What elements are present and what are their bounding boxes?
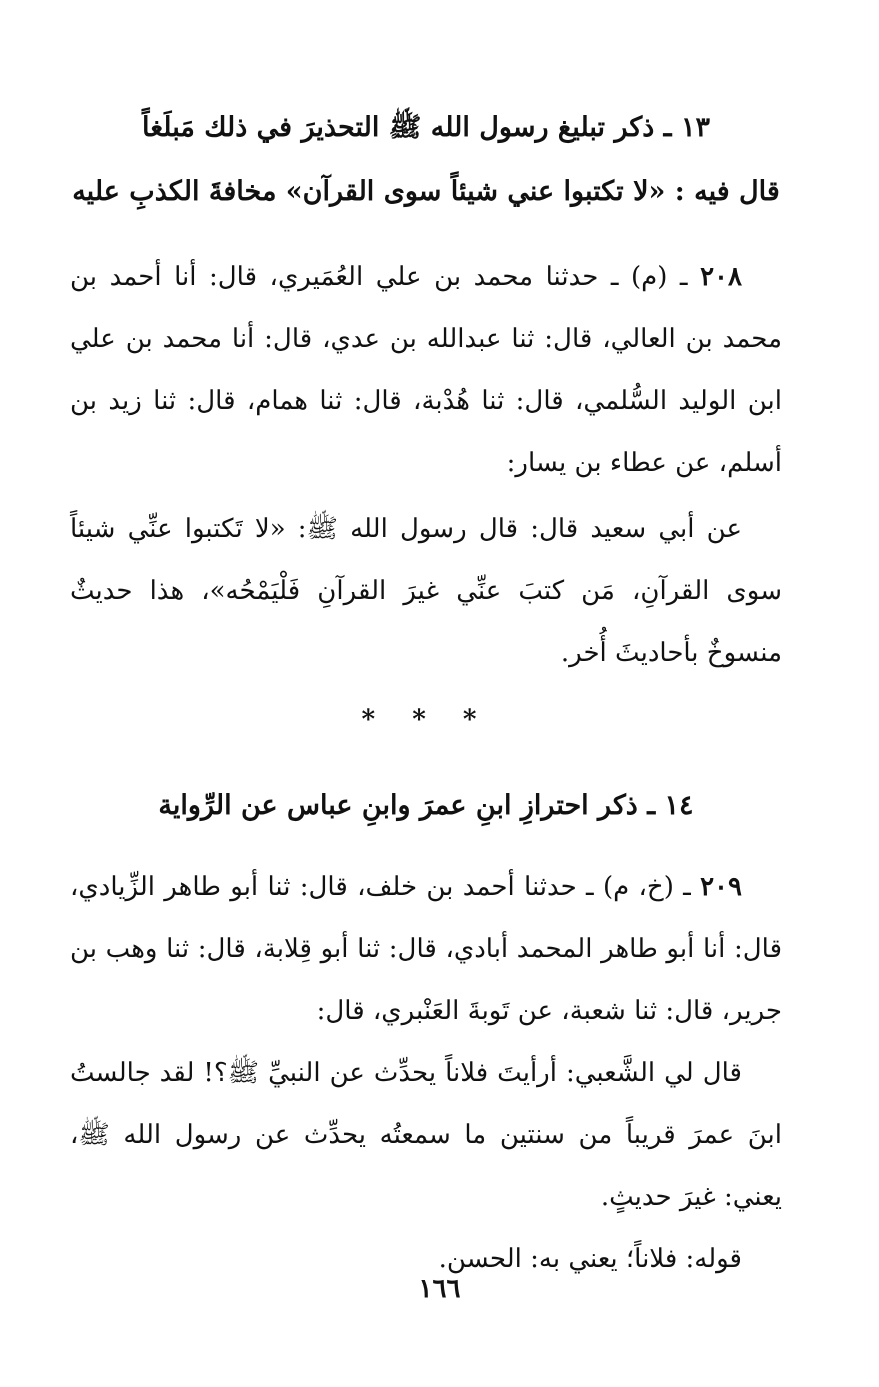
section-separator: * * * <box>361 705 491 735</box>
hadith-208-text: عن أبي سعيد قال: قال رسول الله ﷺ: «لا تَكتبوا عنِّي شيئاً سوى القرآنِ، مَن كتبَ عنِّي غيرَ القرآنِ فَلْيَمْحُه»، هذا حديثٌ منسوخٌ بأحاديثَ أُخر. <box>70 514 782 668</box>
page-number: ١٦٦ <box>418 1274 461 1304</box>
hadith-208-chain-text: ـ (م) ـ حدثنا محمد بن علي العُمَيري، قال: أنا أحمد بن محمد بن العالي، قال: ثنا عبدالله بن عدي، قال: أنا محمد بن علي ابن الوليد السُّلمي، قال: ثنا هُدْبة، قال: ثنا همام، قال: ثنا زيد بن أسلم، عن عطاء بن يسار: <box>70 262 782 478</box>
hadith-209-text: قال لي الشَّعبي: أرأيتَ فلاناً يحدِّث عن النبيِّ ﷺ؟! لقد جالستُ ابنَ عمرَ قريباً من سنتين ما سمعتُه يحدِّث عن رسول الله ﷺ، يعني: غيرَ حديثٍ. <box>70 1058 782 1212</box>
section-13-title-line-1: ١٣ ـ ذكر تبليغ رسول الله ﷺ التحذيرَ في ذلك مَبلَغاً <box>142 112 710 143</box>
section-13-heading <box>70 96 782 224</box>
hadith-209-number: ٢٠٩ <box>700 872 742 902</box>
page-body <box>70 96 782 1290</box>
hadith-208-number: ٢٠٨ <box>700 262 742 292</box>
hadith-208-chain <box>70 246 782 494</box>
section-14-heading <box>70 774 782 838</box>
hadith-209-chain-text: ـ (خ، م) ـ حدثنا أحمد بن خلف، قال: ثنا أبو طاهر الزِّيادي، قال: أنا أبو طاهر المحمد أبادي، قال: ثنا أبو قِلابة، قال: ثنا وهب بن جرير، قال: ثنا شعبة، عن تَوبةَ العَنْبري، قال: <box>70 872 782 1026</box>
hadith-209-note: قوله: فلاناً؛ يعني به: الحسن. <box>438 1244 742 1274</box>
section-13-title-line-2: قال فيه : «لا تكتبوا عني شيئاً سوى القرآن» مخافةَ الكذبِ عليه <box>72 176 780 207</box>
section-14-title: ١٤ ـ ذكر احترازِ ابنِ عمرَ وابنِ عباس عن الرِّواية <box>158 790 694 821</box>
hadith-209-chain <box>70 856 782 1042</box>
